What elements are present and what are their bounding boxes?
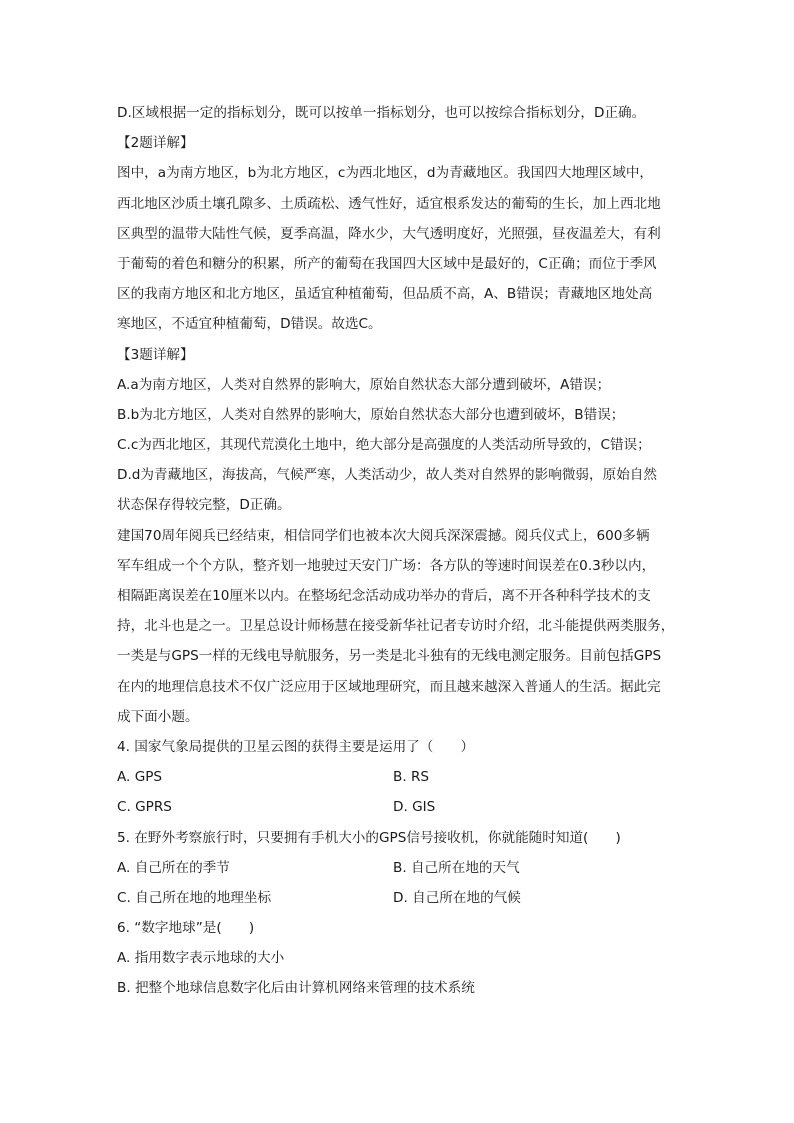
text-line: A.a为南方地区，人类对自然界的影响大，原始自然状态大部分遭到破坏，A错误； [117,376,611,393]
question-stem: 4. 国家气象局提供的卫星云图的获得主要是运用了（ ） [117,738,475,755]
text-line: 一类是与GPS一样的无线电导航服务，另一类是北斗独有的无线电测定服务。目前包括GPS [117,648,662,665]
question-stem: 5. 在野外考察旅行时，只要拥有手机大小的GPS信号接收机，你就能随时知道( ) [117,829,621,846]
answer-line-q1-d: D.区域根据一定的指标划分，既可以按单一指标划分，也可以按综合指标划分，D正确。 [117,105,646,121]
explanation-question-2 [117,158,682,339]
option-row [117,792,682,822]
option-a: A. 自己所在的季节 [117,859,230,876]
text-line: 状态保存得较完整，D正确。 [117,497,291,514]
text-line: 寒地区，不适宜种植葡萄，D错误。故选C。 [117,316,382,333]
question-6 [117,913,682,1004]
text-line: 相隔距离误差在10厘米以内。在整场纪念活动成功举办的背后，离不开各种科学技术的支 [117,588,651,604]
explanation-question-3 [117,370,682,521]
option-b: B. 把整个地球信息数字化后由计算机网络来管理的技术系统 [117,980,475,997]
option-d: D. 自己所在地的气候 [393,889,521,906]
text-line: C.c为西北地区，其现代荒漠化土地中，绝大部分是高强度的人类活动所导致的，C错误； [117,437,651,454]
text-line: D.d为青藏地区，海拔高，气候严寒，人类活动少，故人类对自然界的影响微弱，原始自然 [117,467,657,484]
text-line: 区的我南方地区和北方地区，虽适宜种植葡萄，但品质不高，A、B错误；青藏地区地处高 [117,286,653,303]
option-row [117,762,682,792]
text-line: 西北地区沙质土壤孔隙多、土质疏松、透气性好，适宜根系发达的葡萄的生长，加上西北地 [117,195,661,212]
option-a: A. 指用数字表示地球的大小 [117,950,285,967]
text-line: 成下面小题。 [117,708,199,725]
option-b: B. RS [393,769,430,786]
reading-passage [117,521,682,732]
text-line: 在内的地理信息技术不仅广泛应用于区域地理研究，而且越来越深入普通人的生活。据此完 [117,678,661,695]
text-line: B.b为北方地区，人类对自然界的影响大，原始自然状态大部分也遭到破坏，B错误； [117,406,625,423]
text-line: 建国70周年阅兵已经结束，相信同学们也被本次大阅兵深深震撼。阅兵仪式上，600多辆 [117,527,650,544]
option-c: C. GPRS [117,799,172,816]
text-line: 军车组成一个个方队，整齐划一地驶过天安门广场：各方队的等速时间误差在0.3秒以内， [117,557,656,574]
option-b: B. 自己所在地的天气 [393,859,520,876]
heading-question-3-detail: 【3题详解】 [117,346,194,363]
option-row [117,853,682,883]
document-page [117,98,682,1004]
text-line: 持，北斗也是之一。卫星总设计师杨慧在接受新华社记者专访时介绍，北斗能提供两类服务， [117,618,675,635]
text-line: 图中，a为南方地区，b为北方地区，c为西北地区，d为青藏地区。我国四大地理区域中， [117,165,654,182]
text-line: 区典型的温带大陆性气候，夏季高温，降水少，大气透明度好，光照强，昼夜温差大，有利 [117,225,661,242]
option-d: D. GIS [393,799,436,816]
heading-question-2-detail: 【2题详解】 [117,135,194,152]
option-c: C. 自己所在地的地理坐标 [117,889,272,906]
question-4 [117,732,682,823]
option-a: A. GPS [117,769,163,786]
text-line: 于葡萄的着色和糖分的积累，所产的葡萄在我国四大区域中是最好的，C正确；而位于季风 [117,255,657,272]
option-row [117,883,682,913]
question-stem: 6. “数字地球”是( ) [117,920,255,937]
question-5 [117,823,682,914]
